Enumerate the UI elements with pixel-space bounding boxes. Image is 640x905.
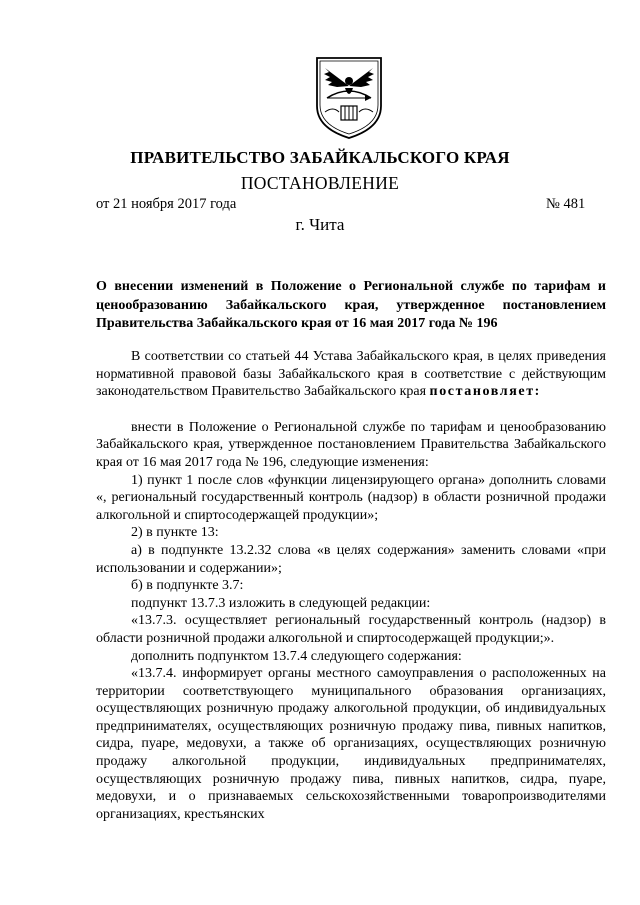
body-paragraph: 2) в пункте 13: [131,525,219,541]
document-city: г. Чита [295,215,345,234]
body-paragraph: 1) пункт 1 после слов «функции лицензирующего органа» дополнить словами «, региональный государственный контроль (надзор) в области розничной продажи алкогольной и спиртосодержащей продукции»; [96,472,606,523]
body-paragraph: «13.7.4. информирует органы местного самоуправления о расположенных на территории соответствующего муниципального образования организациях, осуществляющих розничную продажу алкогольной продукции, об индивидуальных предпринимателях, осуществляющих розничную продажу пива, пивных напитков, сидра, пуаре, медовухи, а также об организациях, осуществляющих розничную продажу алкогольной продукции, индивидуальных предпринимателях, осуществляющих розничную продажу пива, пивных напитков, сидра, пуаре, медовухи, и о признаваемых сельскохозяйственными товаропроизводителями организациях, крестьянских [96,666,606,822]
body-paragraph: дополнить подпунктом 13.7.4 следующего содержания: [131,648,462,664]
document-body [96,348,606,823]
preamble-text: В соответствии со статьей 44 Устава Забайкальского края, в целях приведения нормативной правовой базы Забайкальского края в соответствие с действующим законодательством Правительство Забайкальского края [96,349,606,400]
body-paragraph: «13.7.3. осуществляет региональный государственный контроль (надзор) в области розничной продажи алкогольной и спиртосодержащей продукции;». [96,613,606,646]
government-name: ПРАВИТЕЛЬСТВО ЗАБАЙКАЛЬСКОГО КРАЯ [130,148,510,167]
preamble-paragraph [96,348,606,401]
decree-word: постановляет: [429,384,541,400]
body-paragraph: внести в Положение о Региональной службе по тарифам и ценообразованию Забайкальского края, утвержденное постановлением Правительства Забайкальского края от 16 мая 2017 года № 196, следующие изменения: [96,419,606,470]
document-number: № 481 [546,196,586,212]
body-paragraph: б) в подпункте 3.7: [131,578,244,594]
body-paragraph: подпункт 13.7.3 изложить в следующей редакции: [131,595,431,611]
document-date: от 21 ноября 2017 года [96,196,237,212]
document-type: ПОСТАНОВЛЕНИЕ [240,173,400,193]
coat-of-arms-icon [313,54,385,140]
document-title: О внесении изменений в Положение о Региональной службе по тарифам и ценообразованию Забайкальского края, утвержденное постановлением Правительства Забайкальского края от 16 мая 2017 года № 196 [96,279,606,331]
body-paragraph: а) в подпункте 13.2.32 слова «в целях содержания» заменить словами «при использовании и содержании»; [96,542,606,576]
